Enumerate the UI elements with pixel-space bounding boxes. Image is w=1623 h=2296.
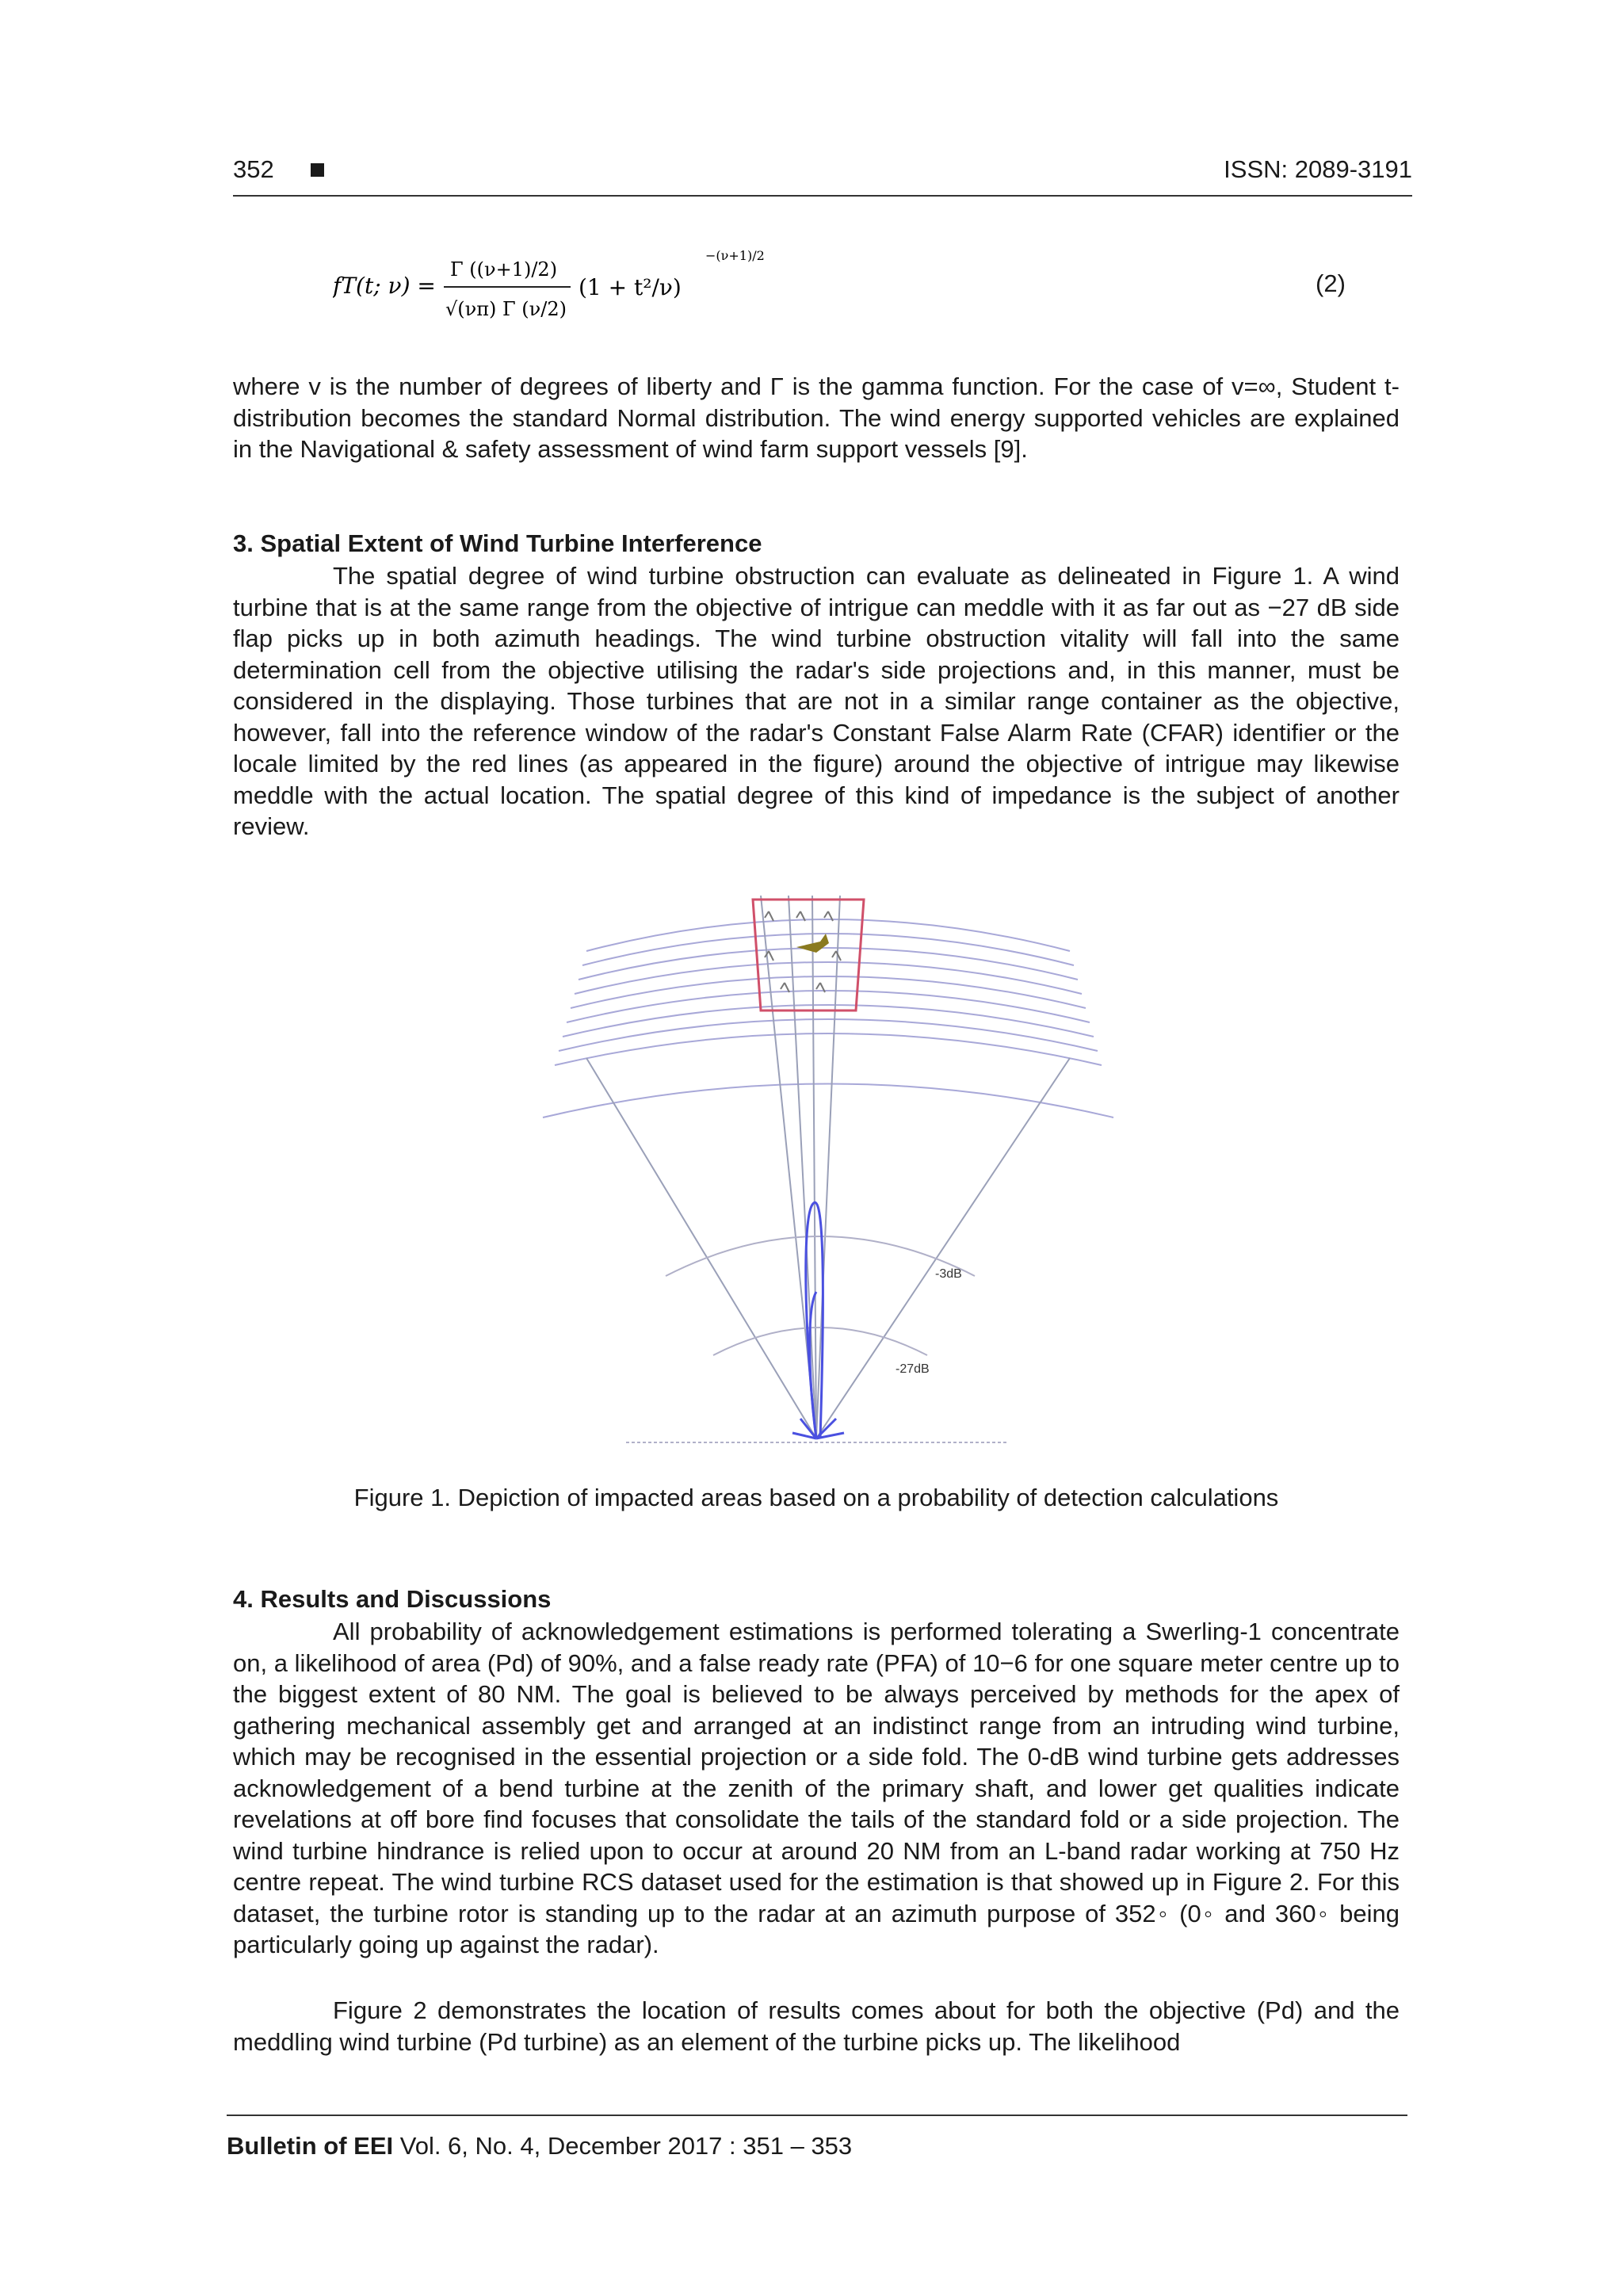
equation-exponent: −(ν+1)/2 — [705, 248, 765, 263]
section-3-paragraph: The spatial degree of wind turbine obstruction can evaluate as delineated in Figure 1. A wind turbine that is at the same range from the objective of intrigue can meddle with it as far out as −27 dB side flap picks up in both azimuth headings. The wind turbine obstruction vitality will fall into the same determination cell from the objective utilising the radar's side projections and, in this manner, must be considered in the displaying. Those turbines that are not in a similar range container as the objective, however, fall into the reference window of the radar's Constant False Alarm Rate (CFAR) identifier or the locale limited by the red lines (as appeared in the figure) around the objective of intrigue may likewise meddle with the actual location. The spatial degree of this kind of impedance is the subject of another review. — [233, 562, 1400, 840]
label-3db: -3dB — [935, 1267, 962, 1281]
equation-base: (1 + t²/ν) — [579, 274, 682, 300]
section-3-title: 3. Spatial Extent of Wind Turbine Interference — [233, 529, 762, 557]
range-rings — [543, 919, 1113, 1117]
section-4-paragraph-1: All probability of acknowledgement estimations is performed tolerating a Swerling-1 concentrate on, a likelihood of area (Pd) of 90%, and a false ready rate (PFA) of 10−6 for one square meter centre up to the biggest extent of 80 NM. The goal is believed to be always perceived by methods for the apex of gathering mechanical assembly get and arranged at an indistinct range from an intruding wind turbine, which may be recognised in the essential projection or a side fold. The 0-dB wind turbine gets addresses acknowledgement of a bend turbine at the zenith of the primary shaft, and lower get qualities indicate revelations at off bore find focuses that consolidate the tails of the standard fold or a side projection. The wind turbine hindrance is relied upon to occur at around 20 NM from an L-band radar working at 750 Hz centre repeat. The wind turbine RCS dataset used for the estimation is that showed up in Figure 2. For this dataset, the turbine rotor is standing up to the radar at an azimuth purpose of 352◦ (0◦ and 360◦ being particularly going up against the radar). — [233, 1618, 1400, 1958]
label-27db: -27dB — [896, 1362, 930, 1376]
section-4-paragraph-2: Figure 2 demonstrates the location of results comes about for both the objective (Pd) and the meddling wind turbine (Pd turbine) as an element of the turbine picks up. The likelihood — [233, 1996, 1400, 2056]
figure-1 — [388, 864, 1268, 1466]
equation-numerator: Γ ((ν+1)/2) — [450, 258, 558, 281]
equation-denominator: √(νπ) Γ (ν/2) — [445, 298, 567, 320]
cfar-window — [753, 900, 864, 1010]
paragraph-intro: where v is the number of degrees of liberty and Γ is the gamma function. For the case of v=∞, Student t-distribution becomes the standard Normal distribution. The wind energy supported vehicles are explained in the Navigational & safety assessment of wind farm support vessels [9]. — [233, 372, 1400, 463]
page-footer — [227, 2115, 1407, 2160]
equation-number: (2) — [1316, 269, 1346, 297]
turbine-symbols — [765, 911, 841, 992]
figure-1-caption: Figure 1. Depiction of impacted areas based on a probability of detection calculations — [353, 1484, 1279, 1511]
issn: ISSN: 2089-3191 — [1224, 155, 1412, 183]
footer-details: Vol. 6, No. 4, December 2017 : 351 – 353 — [393, 2132, 853, 2160]
page-header — [233, 155, 1412, 197]
section-4-title: 4. Results and Discussions — [233, 1585, 552, 1613]
footer-journal: Bulletin of EEI — [227, 2132, 394, 2160]
header-square-icon — [311, 163, 324, 177]
equation-2 — [333, 238, 777, 333]
equation-lhs: fT(t; ν) = — [333, 273, 436, 299]
page-number: 352 — [233, 155, 274, 183]
